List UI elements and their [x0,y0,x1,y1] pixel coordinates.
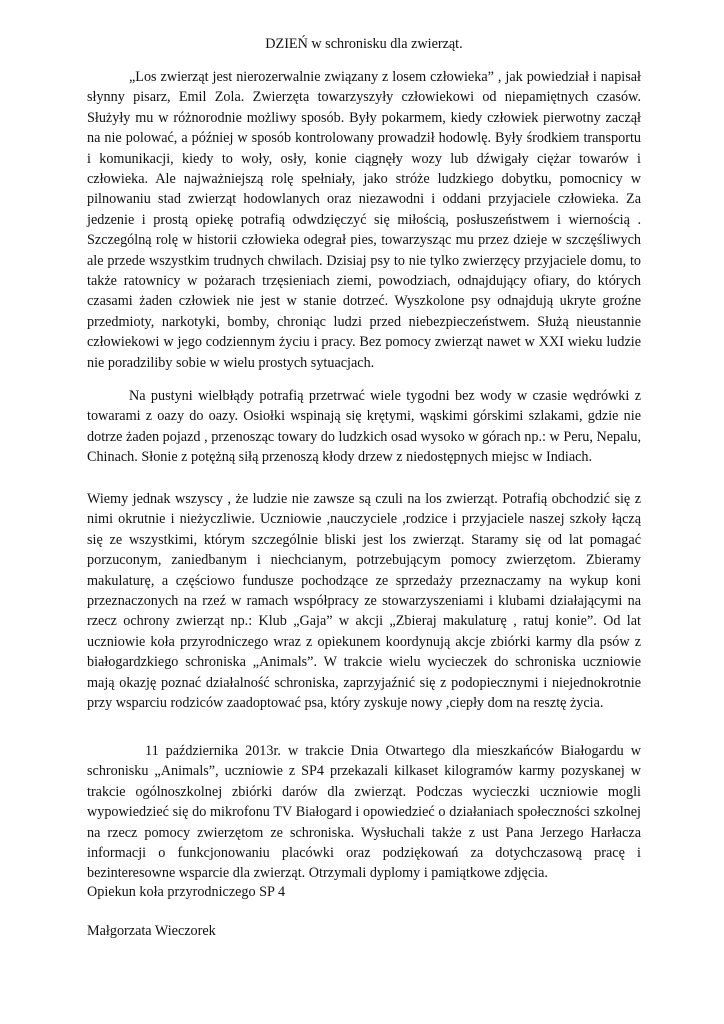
paragraph-intro: „Los zwierząt jest nierozerwalnie związany z losem człowieka” , jak powiedział i napisał słynny pisarz, Emil Zola. Zwierzęta towarzyszyły człowiekowi od niepamiętnych czasów. Służyły mu w różnorodnie możliwy sposób. Były pokarmem, kiedy człowiek pierwotny zaczął na nie polować, a później w sposób kontrolowany prowadził hodowlę. Były środkiem transportu i komunikacji, kiedy to woły, osły, konie ciągnęły wozy lub dźwigały ciężar towarów i człowieka. Ale najważniejszą rolę spełniały, jako stróże ludzkiego dobytku, pomocnicy w pilnowaniu stad zwierząt hodowlanych oraz niezawodni i oddani przyjaciele człowieka. Za jedzenie i prostą opiekę potrafią odwdzięczyć się miłością, posłuszeństwem i wiernością . Szczególną rolę w historii człowieka odegrał pies, towarzysząc mu przez dzieje w szczęśliwych ale przede wszystkim trudnych chwilach. Dzisiaj psy to nie tylko zwierzęcy przyjaciele domu, to także ratownicy w pożarach trzęsieniach ziemi, powodziach, odnajdujący ofiary, do których czasami żaden człowiek nie jest w stanie dotrzeć. Wyszkolone psy odnajdują ukryte groźne przedmioty, narkotyki, bomby, chroniąc ludzi przed niebezpieczeństwem. Służą nieustannie człowiekowi w jego codziennym życiu i pracy. Bez pomocy zwierząt nawet w XXI wieku ludzie nie poradziliby sobie w wielu prostych sytuacjach. [87,69,641,371]
signature-role: Opiekun koła przyrodniczego SP 4 [87,884,286,900]
paragraph-open-day: 11 października 2013r. w trakcie Dnia Otwartego dla mieszkańców Białogardu w schronisku „Animals”, uczniowie z SP4 przekazali kilkaset kilogramów karmy pozyskanej w trakcie ogólnoszkolnej zbiórki darów dla zwierząt. Podczas wycieczki uczniowie mogli wypowiedzieć się do mikrofonu TV Białogard i opowiedzieć o działaniach społeczności szkolnej na rzecz pomocy zwierzętom ze schroniska. Wysłuchali także z ust Pana Jerzego Harłacza informacji o funkcjonowaniu placówki oraz podziękowań za dotychczasową pracę i bezinteresowne wsparcie dla zwierząt. Otrzymali dyplomy i pamiątkowe zdjęcia. [87,743,641,882]
paragraph-school-help: Wiemy jednak wszyscy , że ludzie nie zawsze są czuli na los zwierząt. Potrafią obchodzić się z nimi okrutnie i nieżyczliwie. Uczniowie ,nauczyciele ,rodzice i przyjaciele naszej szkoły łączą się ze wszystkimi, którym szczególnie bliski jest los zwierząt. Staramy się od lat pomagać porzuconym, zaniedbanym i niechcianym, potrzebującym pomocy zwierzętom. Zbieramy makulaturę, a częściowo fundusze pochodzące ze sprzedaży przeznaczamy na wykup koni przeznaczonych na rzeź w ramach współpracy ze stowarzyszeniami i klubami działającymi na rzecz ochrony zwierząt np.: Klub „Gaja” w akcji „Zbieraj makulaturę , ratuj konie”. Od lat uczniowie koła przyrodniczego wraz z opiekunem koordynują akcje zbiórki karmy dla psów z białogardzkiego schroniska „Animals”. W trakcie wielu wycieczek do schroniska uczniowie mają okazję poznać działalność schroniska, zaprzyjaźnić się z podopiecznymi i niejednokrotnie przy wsparciu rodziców zaadoptować psa, który zyskuje nowy ,ciepły dom na resztę życia. [87,491,641,712]
document-title: DZIEŃ w schronisku dla zwierząt. [265,36,463,52]
paragraph-animals-work: Na pustyni wielbłądy potrafią przetrwać wiele tygodni bez wody w czasie wędrówki z towarami z oazy do oazy. Osiołki wspinają się krętymi, wąskimi górskimi szlakami, gdzie nie dotrze żaden pojazd , przenosząc towary do ludzkich osad wysoko w górach np.: w Peru, Nepalu, Chinach. Słonie z potężną siłą przenoszą kłody drzew z niedostępnych miejsc w Indiach. [87,388,641,466]
signature-name: Małgorzata Wieczorek [87,923,216,939]
